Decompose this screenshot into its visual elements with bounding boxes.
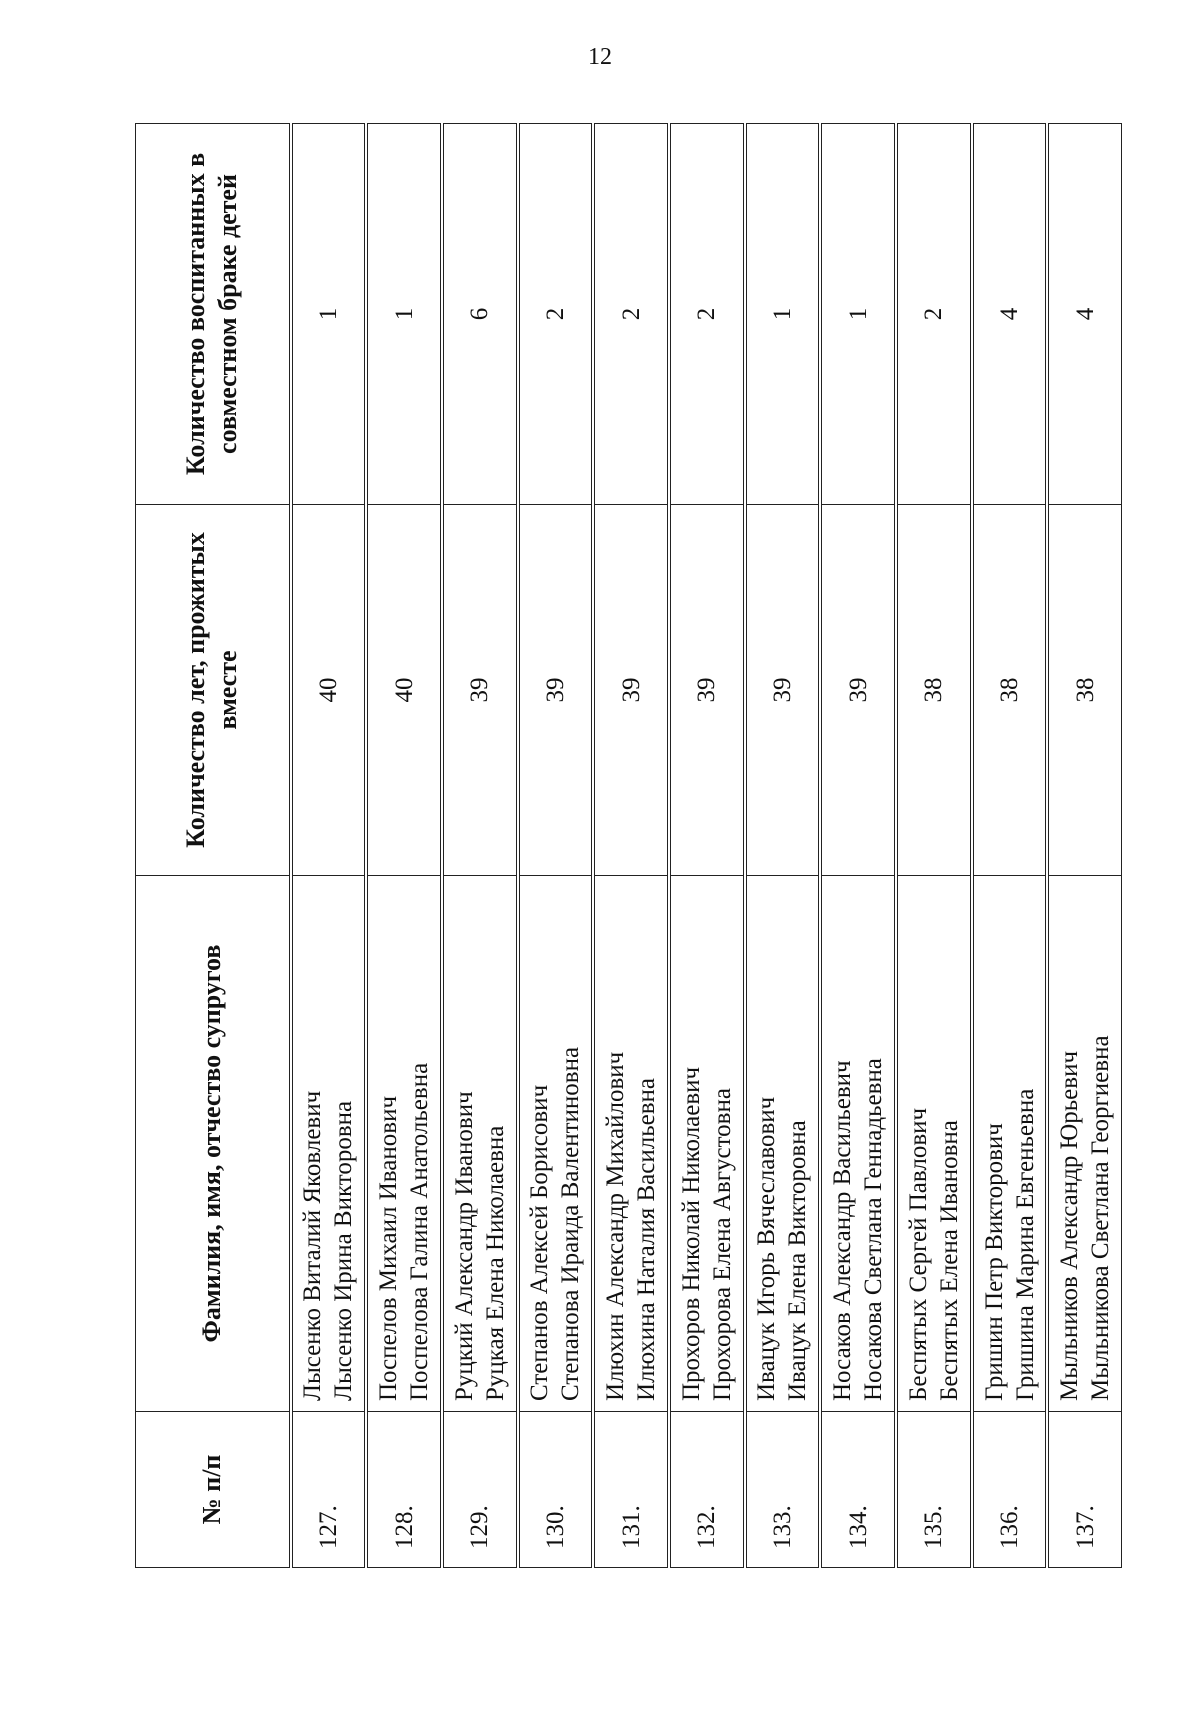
row-number: 130. (518, 1412, 594, 1568)
husband-name: Беспятых Сергей Павлович (904, 1107, 932, 1401)
husband-name: Носаков Александр Васильевич (829, 1060, 857, 1401)
table-row (972, 124, 1048, 1568)
page-number: 12 (588, 44, 612, 70)
children-count: 1 (291, 124, 367, 505)
table-row (291, 124, 367, 1568)
wife-name: Носакова Светлана Геннадьевна (860, 1058, 888, 1401)
table-row (669, 124, 745, 1568)
years-together: 39 (442, 505, 518, 876)
rotated-table-container (135, 123, 1122, 1568)
husband-name: Поспелов Михаил Иванович (375, 1095, 403, 1401)
wife-name: Руцкая Елена Николаевна (481, 1125, 509, 1401)
wife-name: Ивацук Елена Викторовна (784, 1120, 812, 1401)
wife-name: Беспятых Елена Ивановна (935, 1120, 963, 1401)
spouses-table (135, 123, 1122, 1568)
spouses-names (820, 876, 896, 1412)
header-name: Фамилия, имя, отчество супругов (136, 876, 291, 1412)
wife-name: Прохорова Елена Августовна (708, 1088, 736, 1401)
years-together: 39 (669, 505, 745, 876)
spouses-names (442, 876, 518, 1412)
years-together: 39 (745, 505, 821, 876)
husband-name: Лысенко Виталий Яковлевич (299, 1090, 327, 1401)
row-number: 133. (745, 1412, 821, 1568)
wife-name: Илюхина Наталия Васильевна (633, 1078, 661, 1401)
children-count: 1 (820, 124, 896, 505)
spouses-names (896, 876, 972, 1412)
row-number: 134. (820, 1412, 896, 1568)
header-children: Количество воспитанных в совместном браке детей (136, 124, 291, 505)
table-header-row (136, 124, 291, 1568)
years-together: 39 (518, 505, 594, 876)
years-together: 38 (972, 505, 1048, 876)
years-together: 40 (291, 505, 367, 876)
row-number: 137. (1047, 1412, 1121, 1568)
row-number: 127. (291, 1412, 367, 1568)
husband-name: Ивацук Игорь Вячеславович (753, 1096, 781, 1401)
header-num: № п/п (136, 1412, 291, 1568)
spouses-names (291, 876, 367, 1412)
wife-name: Мыльникова Светлана Георгиевна (1087, 1035, 1115, 1401)
row-number: 131. (593, 1412, 669, 1568)
husband-name: Мыльников Александр Юрьевич (1056, 1050, 1084, 1401)
spouses-names (518, 876, 594, 1412)
years-together: 38 (1047, 505, 1121, 876)
wife-name: Поспелова Галина Анатольевна (406, 1062, 434, 1401)
husband-name: Руцкий Александр Иванович (450, 1091, 478, 1401)
row-number: 129. (442, 1412, 518, 1568)
table-row (745, 124, 821, 1568)
header-years: Количество лет, прожитых вместе (136, 505, 291, 876)
table-row (518, 124, 594, 1568)
table-row (896, 124, 972, 1568)
wife-name: Лысенко Ирина Викторовна (330, 1100, 358, 1401)
spouses-names (972, 876, 1048, 1412)
row-number: 128. (366, 1412, 442, 1568)
years-together: 39 (820, 505, 896, 876)
table-row (820, 124, 896, 1568)
husband-name: Степанов Алексей Борисович (526, 1084, 554, 1401)
spouses-names (366, 876, 442, 1412)
children-count: 2 (669, 124, 745, 505)
husband-name: Илюхин Александр Михайлович (602, 1051, 630, 1401)
table-row (1047, 124, 1121, 1568)
years-together: 40 (366, 505, 442, 876)
spouses-names (593, 876, 669, 1412)
years-together: 39 (593, 505, 669, 876)
table-body (291, 124, 1122, 1568)
children-count: 2 (593, 124, 669, 505)
years-together: 38 (896, 505, 972, 876)
table-row (593, 124, 669, 1568)
table-row (442, 124, 518, 1568)
wife-name: Степанова Ираида Валентиновна (557, 1046, 585, 1401)
spouses-names (669, 876, 745, 1412)
wife-name: Гришина Марина Евгеньевна (1011, 1088, 1039, 1401)
row-number: 132. (669, 1412, 745, 1568)
children-count: 4 (972, 124, 1048, 505)
husband-name: Гришин Петр Викторович (980, 1123, 1008, 1401)
children-count: 1 (745, 124, 821, 505)
table-row (366, 124, 442, 1568)
children-count: 1 (366, 124, 442, 505)
children-count: 6 (442, 124, 518, 505)
husband-name: Прохоров Николай Николаевич (677, 1066, 705, 1401)
children-count: 2 (518, 124, 594, 505)
spouses-names (745, 876, 821, 1412)
row-number: 135. (896, 1412, 972, 1568)
children-count: 2 (896, 124, 972, 505)
spouses-names (1047, 876, 1121, 1412)
row-number: 136. (972, 1412, 1048, 1568)
children-count: 4 (1047, 124, 1121, 505)
